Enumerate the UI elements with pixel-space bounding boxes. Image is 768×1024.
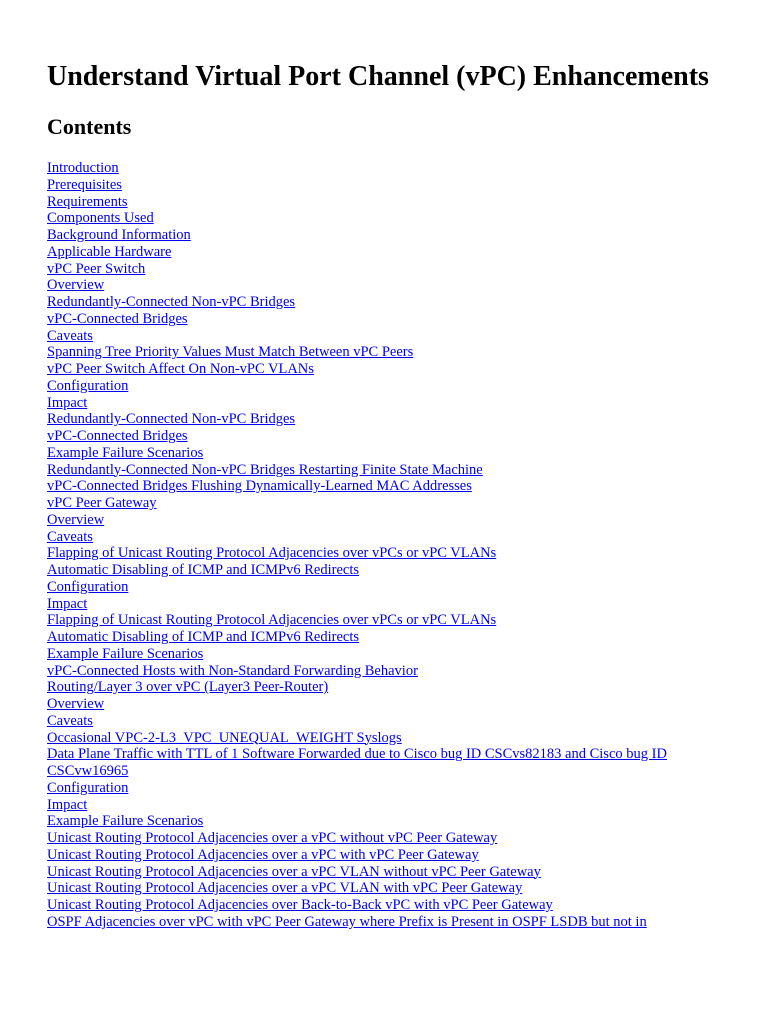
toc-link[interactable]: Routing/Layer 3 over vPC (Layer3 Peer-Router): [47, 679, 329, 696]
toc-item: [47, 562, 737, 579]
toc-link[interactable]: vPC-Connected Bridges Flushing Dynamically-Learned MAC Addresses: [47, 478, 472, 495]
toc-item: [47, 880, 737, 897]
toc-link[interactable]: Caveats: [47, 712, 93, 729]
toc-link[interactable]: Redundantly-Connected Non-vPC Bridges: [47, 294, 296, 310]
toc-item: [47, 596, 737, 613]
toc-item: [47, 679, 737, 696]
toc-link[interactable]: Example Failure Scenarios: [47, 444, 204, 461]
toc-item: [47, 512, 737, 529]
toc-item: [47, 378, 737, 395]
toc-link[interactable]: Redundantly-Connected Non-vPC Bridges Restarting Finite State Machine: [47, 461, 483, 478]
toc-item: [47, 160, 737, 177]
toc-link[interactable]: vPC Peer Gateway: [47, 495, 157, 511]
table-of-contents: [47, 160, 737, 931]
toc-link[interactable]: Spanning Tree Priority Values Must Match Between vPC Peers: [47, 344, 414, 361]
toc-link[interactable]: Example Failure Scenarios: [47, 645, 204, 662]
toc-item: [47, 261, 737, 278]
toc-item: [47, 361, 737, 378]
toc-link[interactable]: vPC-Connected Hosts with Non-Standard Forwarding Behavior: [47, 662, 418, 679]
toc-link[interactable]: Introduction: [47, 160, 119, 176]
toc-link[interactable]: Components Used: [47, 210, 154, 227]
toc-link[interactable]: Example Failure Scenarios: [47, 813, 204, 830]
toc-item: [47, 713, 737, 730]
toc-link[interactable]: vPC Peer Switch: [47, 260, 146, 277]
toc-link[interactable]: vPC-Connected Bridges: [47, 310, 188, 327]
toc-link[interactable]: Background Information: [47, 227, 191, 243]
toc-link[interactable]: Flapping of Unicast Routing Protocol Adjacencies over vPCs or vPC VLANs: [47, 545, 497, 562]
toc-item: [47, 847, 737, 864]
toc-item: [47, 311, 737, 328]
toc-link[interactable]: Unicast Routing Protocol Adjacencies over a vPC with vPC Peer Gateway: [47, 846, 479, 863]
toc-item: [47, 663, 737, 680]
toc-link[interactable]: Impact: [47, 595, 88, 612]
toc-link[interactable]: Overview: [47, 277, 105, 294]
toc-item: [47, 813, 737, 830]
toc-item: [47, 914, 737, 931]
toc-item: [47, 194, 737, 211]
toc-item: [47, 545, 737, 562]
toc-item: [47, 445, 737, 462]
document-page: [47, 60, 737, 931]
toc-item: [47, 864, 737, 881]
toc-link[interactable]: Configuration: [47, 578, 129, 595]
toc-link[interactable]: Unicast Routing Protocol Adjacencies over a vPC VLAN with vPC Peer Gateway: [47, 880, 523, 897]
toc-item: [47, 529, 737, 546]
toc-item: [47, 478, 737, 495]
toc-link[interactable]: Unicast Routing Protocol Adjacencies over Back-to-Back vPC with vPC Peer Gateway: [47, 897, 553, 913]
toc-link[interactable]: Unicast Routing Protocol Adjacencies over a vPC VLAN without vPC Peer Gateway: [47, 863, 541, 880]
toc-link[interactable]: vPC-Connected Bridges: [47, 428, 188, 444]
toc-link[interactable]: Configuration: [47, 377, 129, 394]
document-title: Understand Virtual Port Channel (vPC) Enhancements: [47, 61, 709, 92]
toc-link[interactable]: Automatic Disabling of ICMP and ICMPv6 Redirects: [47, 562, 359, 578]
toc-link[interactable]: OSPF Adjacencies over vPC with vPC Peer Gateway where Prefix is Present in OSPF LSDB but not in: [47, 913, 647, 930]
toc-item: [47, 897, 737, 914]
toc-item: [47, 612, 737, 629]
toc-item: [47, 629, 737, 646]
toc-link[interactable]: Automatic Disabling of ICMP and ICMPv6 Redirects: [47, 629, 359, 645]
toc-item: [47, 797, 737, 814]
toc-link[interactable]: Impact: [47, 796, 88, 813]
toc-link[interactable]: Caveats: [47, 528, 93, 545]
toc-link[interactable]: Data Plane Traffic with TTL of 1 Software Forwarded due to Cisco bug ID CSCvs82183 and Cisco bug ID CSCvw16965: [47, 746, 667, 779]
toc-item: [47, 780, 737, 797]
toc-item: [47, 646, 737, 663]
contents-heading: Contents: [47, 114, 132, 139]
toc-link[interactable]: Occasional VPC-2-L3_VPC_UNEQUAL_WEIGHT Syslogs: [47, 729, 402, 746]
toc-item: [47, 177, 737, 194]
toc-item: [47, 730, 737, 747]
toc-item: [47, 277, 737, 294]
toc-link[interactable]: Overview: [47, 696, 105, 712]
toc-link[interactable]: Configuration: [47, 779, 129, 796]
toc-link[interactable]: Applicable Hardware: [47, 243, 172, 260]
toc-item: [47, 227, 737, 244]
toc-item: [47, 830, 737, 847]
toc-link[interactable]: Unicast Routing Protocol Adjacencies over a vPC without vPC Peer Gateway: [47, 830, 498, 846]
toc-link[interactable]: vPC Peer Switch Affect On Non-vPC VLANs: [47, 361, 314, 377]
toc-item: [47, 495, 737, 512]
toc-item: [47, 411, 737, 428]
toc-item: [47, 294, 737, 311]
toc-link[interactable]: Overview: [47, 511, 105, 528]
toc-item: [47, 328, 737, 345]
toc-item: [47, 344, 737, 361]
toc-link[interactable]: Prerequisites: [47, 176, 122, 193]
toc-item: [47, 210, 737, 227]
toc-link[interactable]: Impact: [47, 394, 88, 411]
toc-item: [47, 395, 737, 412]
toc-item: [47, 746, 737, 780]
toc-item: [47, 462, 737, 479]
toc-item: [47, 579, 737, 596]
toc-link[interactable]: Caveats: [47, 327, 93, 344]
toc-item: [47, 244, 737, 261]
toc-item: [47, 428, 737, 445]
toc-link[interactable]: Redundantly-Connected Non-vPC Bridges: [47, 411, 296, 428]
toc-link[interactable]: Flapping of Unicast Routing Protocol Adjacencies over vPCs or vPC VLANs: [47, 612, 497, 629]
toc-item: [47, 696, 737, 713]
toc-link[interactable]: Requirements: [47, 193, 128, 210]
